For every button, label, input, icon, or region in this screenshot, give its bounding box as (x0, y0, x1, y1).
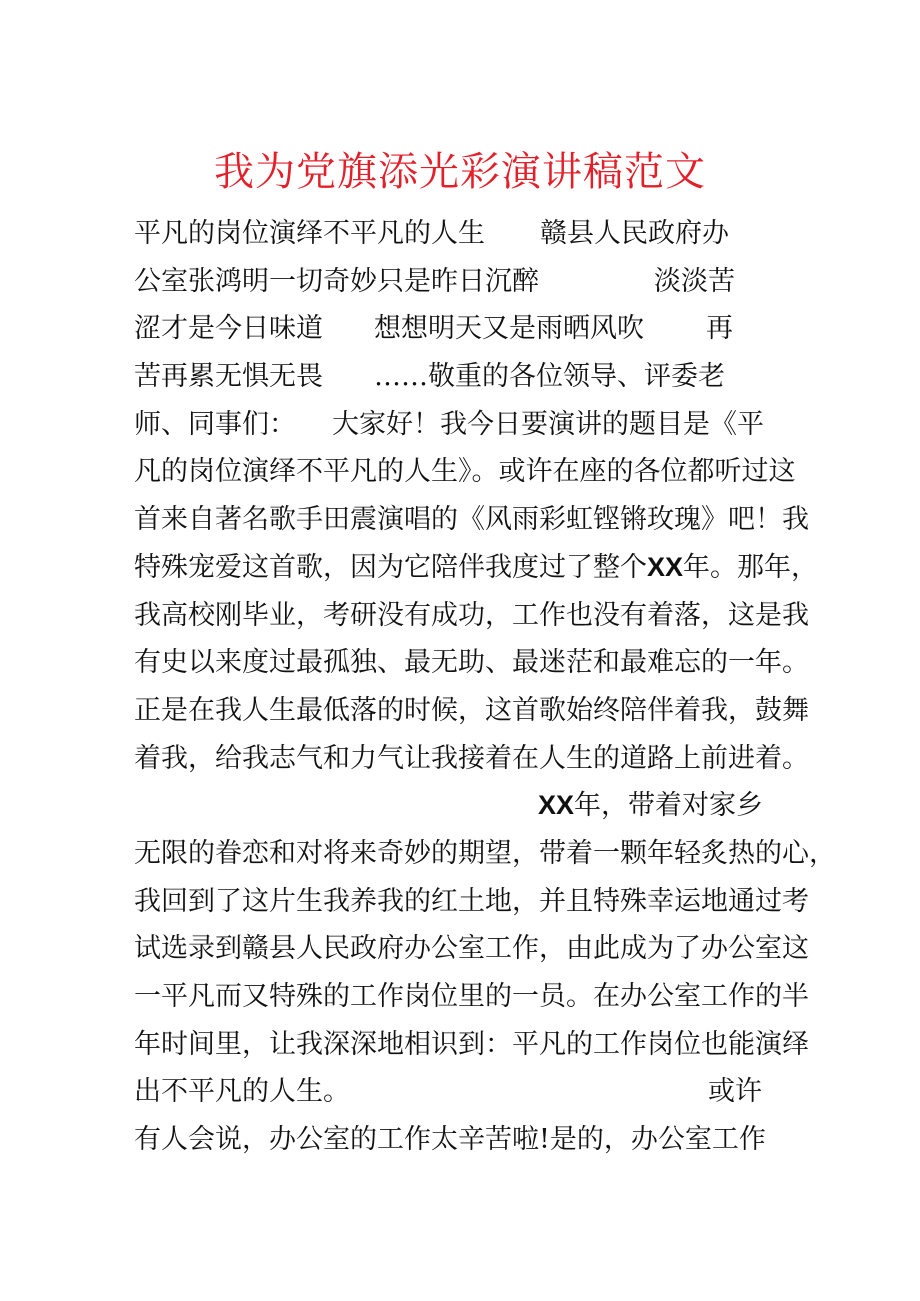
body-line (134, 735, 809, 783)
body-line (134, 592, 809, 640)
year-placeholder: XX (538, 790, 575, 821)
document-body (134, 210, 836, 1164)
line-text: 正是在我人生最低落的时候，这首歌始终陪伴着我，鼓舞 (134, 694, 809, 726)
line-text: 再 (706, 313, 733, 345)
line-text: 平凡的岗位演绎不平凡的人生 (134, 218, 485, 249)
body-line (134, 448, 804, 496)
body-line (134, 639, 809, 687)
body-line (134, 973, 809, 1021)
line-text: 一平凡而又特殊的工作岗位里的一员。在办公室工作的半 (134, 981, 809, 1012)
line-text: 或许 (708, 1076, 762, 1108)
body-line (134, 830, 836, 878)
line-text: 年。那年， (683, 551, 819, 583)
line-text: 年时间里，让我深深地相识到：平凡的工作岗位也能演绎 (134, 1028, 809, 1060)
line-text: 有史以来度过最孤独、最无助、最迷茫和最难忘的一年。 (134, 647, 809, 679)
line-text-group (538, 782, 763, 830)
line-text: ……敬重的各位领导、评委老 (374, 361, 725, 393)
line-text: 首来自著名歌手田震演唱的《风雨彩虹铿锵玫瑰》吧！我 (134, 504, 809, 536)
body-line (134, 353, 804, 401)
body-line (134, 1116, 804, 1164)
line-text: 涩才是今日味道 (134, 313, 323, 345)
line-text: 凡的岗位演绎不平凡的人生》。或许在座的各位都听过这 (134, 456, 796, 488)
body-line (134, 782, 804, 830)
body-line (134, 1068, 804, 1116)
line-text: 年，带着对家乡 (574, 790, 764, 822)
line-text: 着我，给我志气和力气让我接着在人生的道路上前进着。 (134, 742, 809, 774)
line-text: 淡淡苦 (654, 265, 735, 297)
line-text: 苦再累无惧无畏 (134, 361, 323, 393)
body-line (134, 878, 809, 926)
line-text-group (134, 544, 818, 592)
body-line (134, 258, 804, 306)
line-text: 想想明天又是雨晒风吹 (374, 313, 644, 345)
body-line (134, 544, 819, 592)
body-line (134, 401, 804, 449)
body-line (134, 687, 809, 735)
line-text: 我高校刚毕业，考研没有成功，工作也没有着落，这是我 (134, 599, 809, 631)
line-text: 出不平凡的人生。 (134, 1076, 350, 1108)
line-text: 赣县人民政府办 (540, 218, 729, 249)
line-text: 师、同事们： (134, 408, 296, 440)
body-line (134, 925, 809, 973)
document-title: 我为党旗添光彩演讲稿范文 (214, 149, 706, 195)
line-text: 公室张鸿明一切奇妙只是昨日沉醉 (134, 265, 539, 297)
year-placeholder: XX (647, 551, 684, 582)
line-text: 我回到了这片生我养我的红土地，并且特殊幸运地通过考 (134, 885, 809, 917)
body-line (134, 1021, 809, 1069)
line-text: 大家好！我今日要演讲的题目是《平 (332, 408, 764, 440)
line-text: 试选录到赣县人民政府办公室工作，由此成为了办公室这 (134, 933, 809, 965)
line-text: 特殊宠爱这首歌，因为它陪伴我度过了整个 (134, 551, 647, 583)
body-line (134, 496, 809, 544)
body-line (134, 210, 804, 258)
body-line (134, 305, 804, 353)
line-text: 有人会说，办公室的工作太辛苦啦!是的，办公室工作 (134, 1124, 766, 1156)
line-text: 无限的眷恋和对将来奇妙的期望，带着一颗年轻炙热的心， (134, 837, 836, 869)
